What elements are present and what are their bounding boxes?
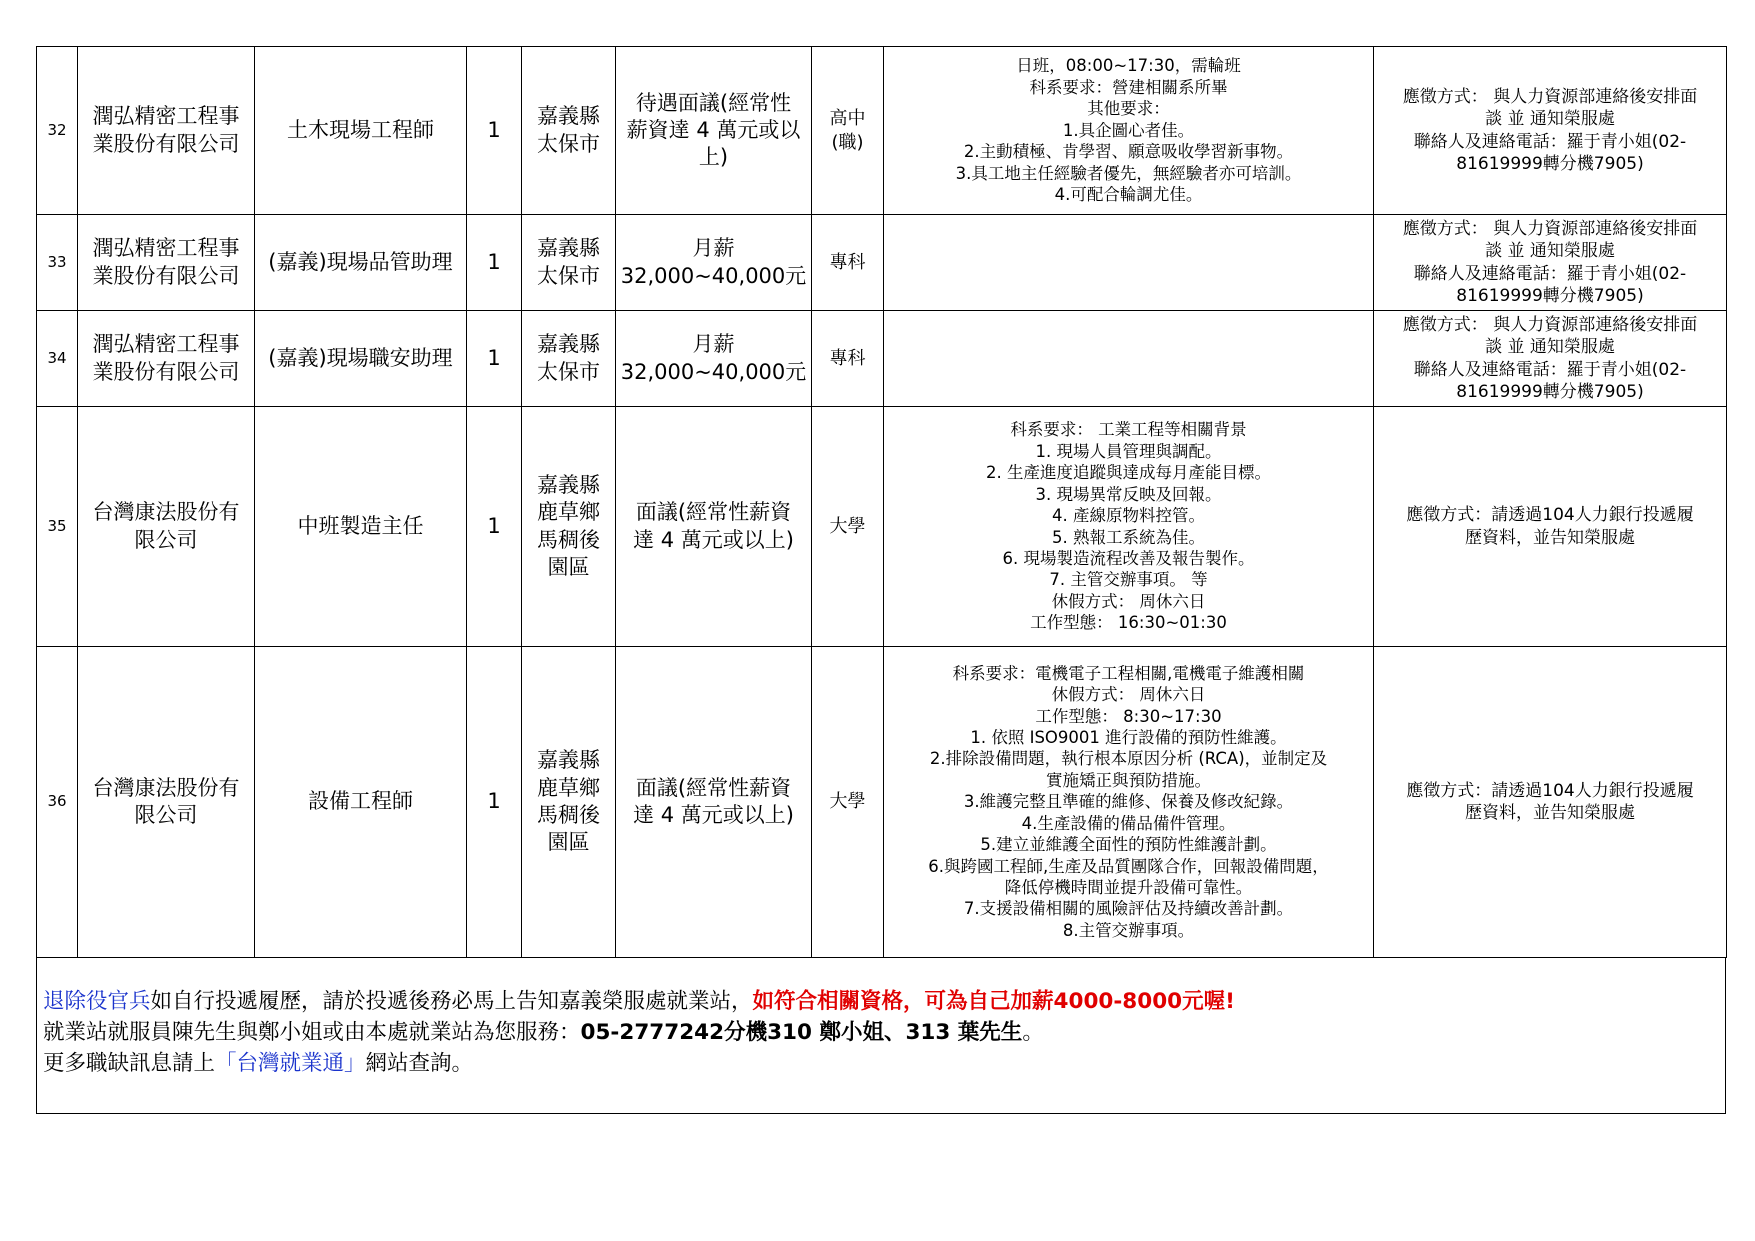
company-name-line: 業股份有限公司 (92, 263, 240, 288)
opening-count-content (467, 311, 521, 406)
contact-suffix: 。 (1022, 1020, 1044, 1045)
application-method-line: 談 並 通知榮服處 (1485, 109, 1615, 130)
company-name-line: 限公司 (134, 803, 198, 827)
application-method-line: 81619999轉分機7905) (1456, 381, 1644, 402)
education-requirement-content (812, 647, 883, 957)
application-method-content (1374, 311, 1726, 406)
job-number-cell (37, 47, 78, 215)
application-method-line: 聯絡人及連絡電話：羅于青小姐(02- (1413, 359, 1687, 380)
job-title-cell (255, 47, 467, 215)
footer-notice (36, 958, 1726, 1114)
job-description-line: 工作型態： 16:30~01:30 (1030, 613, 1227, 633)
education-requirement-line: 專科 (829, 347, 866, 369)
job-description-content (884, 311, 1373, 406)
application-method-line: 應徵方式： 與人力資源部連絡後安排面 (1402, 87, 1698, 108)
job-number: 36 (47, 792, 67, 811)
footer-line-1 (43, 986, 1725, 1017)
job-number-cell (37, 647, 78, 958)
table-row (37, 647, 1727, 958)
application-method-content (1374, 407, 1726, 646)
footer-line-2 (43, 1017, 1725, 1048)
job-number-content (37, 407, 77, 646)
education-requirement-cell (812, 407, 884, 647)
salary-line: 面議(經常性薪資 (635, 775, 792, 800)
work-location-cell (522, 47, 616, 215)
work-location-line: 太保市 (537, 131, 600, 156)
contact-prefix: 就業站就服員陳先生與鄭小姐或由本處就業站為您服務： (43, 1020, 581, 1045)
education-requirement-content (812, 407, 883, 646)
job-number-cell (37, 407, 78, 647)
job-description-line: 4.可配合輪調尤佳。 (1054, 185, 1203, 205)
company-name-content (78, 407, 254, 646)
job-description-line: 3.維護完整且準確的維修、保養及修改紀錄。 (963, 792, 1294, 812)
education-requirement-line: (職) (831, 131, 864, 153)
work-location-line: 馬稠後 (537, 527, 600, 552)
salary-cell (616, 311, 812, 407)
job-description-line: 1. 現場人員管理與調配。 (1035, 441, 1222, 461)
opening-count-cell (467, 407, 522, 647)
company-name-line: 限公司 (134, 527, 198, 552)
education-requirement-line: 專科 (829, 251, 866, 273)
job-title: (嘉義)現場職安助理 (268, 345, 453, 370)
job-title-cell (255, 647, 467, 958)
job-description-line: 7. 主管交辦事項。 等 (1049, 570, 1208, 590)
job-description-line: 2.主動積極、肯學習、願意吸收學習新事物。 (963, 142, 1294, 162)
table-row (37, 407, 1727, 647)
application-method-cell (1374, 311, 1727, 407)
application-method-line: 應徵方式：請透過104人力銀行投遞履 (1406, 505, 1694, 526)
footer-line-3 (43, 1048, 1725, 1079)
company-name-line: 潤弘精密工程事 (92, 104, 240, 129)
salary-content (616, 407, 811, 646)
application-method-cell (1374, 215, 1727, 311)
job-description-line: 5.建立並維護全面性的預防性維護計劃。 (980, 835, 1277, 855)
job-number: 35 (47, 516, 67, 535)
taiwan-jobs-link[interactable]: 「台灣就業通」 (215, 1051, 366, 1076)
salary-cell (616, 215, 812, 311)
work-location-cell (522, 407, 616, 647)
salary-line: 32,000~40,000元 (620, 359, 807, 384)
salary-cell (616, 647, 812, 958)
application-method-line: 歷資料，並告知榮服處 (1465, 527, 1635, 548)
job-listing-sheet (36, 46, 1726, 1114)
job-title-cell (255, 407, 467, 647)
opening-count: 1 (487, 789, 501, 814)
application-method-cell (1374, 647, 1727, 958)
job-description-line: 科系要求： 工業工程等相關背景 (1010, 420, 1247, 440)
job-description-line: 6.與跨國工程師,生產及品質團隊合作，回報設備問題， (928, 856, 1329, 876)
table-row (37, 47, 1727, 215)
job-description-content (884, 47, 1373, 214)
job-description-line: 7.支援設備相關的風險評估及持續改善計劃。 (963, 899, 1294, 919)
job-description-cell (884, 215, 1374, 311)
company-name-content (78, 311, 254, 406)
job-description-line: 8.主管交辦事項。 (1062, 920, 1195, 940)
work-location-cell (522, 311, 616, 407)
job-number-cell (37, 311, 78, 407)
company-name-line: 台灣康法股份有 (92, 500, 240, 525)
work-location-cell (522, 647, 616, 958)
salary-cell (616, 407, 812, 647)
salary-line: 達 4 萬元或以上) (633, 527, 794, 552)
job-description-content (884, 407, 1373, 646)
salary-content (616, 311, 811, 406)
application-method-content (1374, 215, 1726, 310)
salary-line: 月薪 (692, 236, 735, 261)
veterans-label: 退除役官兵 (43, 989, 151, 1014)
work-location-line: 嘉義縣 (537, 332, 600, 357)
job-title-cell (255, 311, 467, 407)
salary-cell (616, 47, 812, 215)
salary-line: 32,000~40,000元 (620, 263, 807, 288)
work-location-line: 嘉義縣 (537, 236, 600, 261)
job-description-line: 科系要求：營建相關系所畢 (1029, 77, 1228, 97)
work-location-content (522, 407, 615, 646)
job-description-line: 2.排除設備問題，執行根本原因分析 (RCA)，並制定及 (929, 749, 1328, 769)
application-method-content (1374, 47, 1726, 214)
job-title-content (255, 407, 466, 646)
job-description-line: 1.具企圖心者佳。 (1062, 120, 1195, 140)
job-description-line: 降低停機時間並提升設備可靠性。 (1004, 878, 1253, 898)
opening-count: 1 (487, 117, 501, 142)
application-method-line: 談 並 通知榮服處 (1485, 337, 1615, 358)
job-description-line: 4.生產設備的備品備件管理。 (1021, 813, 1236, 833)
opening-count-content (467, 407, 521, 646)
job-description-line: 實施矯正與預防措施。 (1046, 770, 1211, 790)
contact-phone: 05-2777242分機310 鄭小姐、313 葉先生 (580, 1020, 1023, 1045)
opening-count-cell (467, 311, 522, 407)
education-requirement-cell (812, 311, 884, 407)
job-description-line: 休假方式： 周休六日 (1051, 591, 1206, 611)
work-location-content (522, 215, 615, 310)
more-jobs-prefix: 更多職缺訊息請上 (43, 1051, 216, 1076)
application-method-line: 應徵方式： 與人力資源部連絡後安排面 (1402, 315, 1698, 336)
company-name-line: 業股份有限公司 (92, 131, 240, 156)
education-requirement-line: 大學 (829, 515, 866, 537)
work-location-line: 嘉義縣 (537, 472, 600, 497)
education-requirement-content (812, 311, 883, 406)
work-location-line: 太保市 (537, 359, 600, 384)
education-requirement-cell (812, 647, 884, 958)
job-description-line: 1. 依照 ISO9001 進行設備的預防性維護。 (970, 727, 1287, 747)
work-location-line: 鹿草鄉 (537, 500, 600, 525)
company-name-line: 潤弘精密工程事 (92, 332, 240, 357)
job-description-cell (884, 311, 1374, 407)
job-description-line: 2. 生產進度追蹤與達成每月產能目標。 (986, 463, 1271, 483)
opening-count-cell (467, 215, 522, 311)
job-number-content (37, 311, 77, 406)
opening-count-cell (467, 647, 522, 958)
company-name-content (78, 47, 254, 214)
job-title-content (255, 215, 466, 310)
application-method-cell (1374, 47, 1727, 215)
education-requirement-cell (812, 47, 884, 215)
job-description-content (884, 647, 1373, 957)
education-requirement-content (812, 47, 883, 214)
job-number-content (37, 47, 77, 214)
application-method-line: 81619999轉分機7905) (1456, 285, 1644, 306)
company-name-line: 業股份有限公司 (92, 359, 240, 384)
work-location-line: 馬稠後 (537, 803, 600, 827)
work-location-line: 園區 (547, 830, 590, 855)
job-description-line: 日班，08:00~17:30，需輪班 (1016, 56, 1241, 76)
job-title-content (255, 47, 466, 214)
job-title: (嘉義)現場品管助理 (268, 249, 453, 274)
salary-line: 上) (698, 145, 729, 170)
salary-content (616, 647, 811, 957)
opening-count-content (467, 647, 521, 957)
company-name-line: 台灣康法股份有 (92, 775, 240, 800)
job-number-content (37, 215, 77, 310)
job-description-line: 3.具工地主任經驗者優先，無經驗者亦可培訓。 (955, 163, 1302, 183)
salary-line: 達 4 萬元或以上) (633, 803, 794, 827)
work-location-line: 太保市 (537, 263, 600, 288)
company-name-content (78, 647, 254, 957)
job-description-cell (884, 647, 1374, 958)
application-method-content (1374, 647, 1726, 957)
job-number: 34 (47, 348, 67, 367)
company-name-line: 潤弘精密工程事 (92, 236, 240, 261)
job-number-cell (37, 215, 78, 311)
salary-line: 面議(經常性薪資 (635, 500, 792, 525)
salary-line: 薪資達 4 萬元或以 (626, 117, 801, 142)
education-requirement-cell (812, 215, 884, 311)
opening-count-cell (467, 47, 522, 215)
job-title: 土木現場工程師 (287, 117, 434, 142)
job-description-line: 4. 產線原物料控管。 (1052, 506, 1205, 526)
job-description-line: 其他要求： (1087, 99, 1170, 119)
salary-line: 月薪 (692, 332, 735, 357)
job-title: 設備工程師 (308, 789, 413, 814)
job-title-content (255, 647, 466, 957)
application-method-line: 聯絡人及連絡電話：羅于青小姐(02- (1413, 263, 1687, 284)
work-location-cell (522, 215, 616, 311)
company-name-cell (78, 215, 255, 311)
application-method-line: 應徵方式：請透過104人力銀行投遞履 (1406, 780, 1694, 801)
job-number-content (37, 647, 77, 957)
work-location-content (522, 47, 615, 214)
application-method-line: 談 並 通知榮服處 (1485, 241, 1615, 262)
salary-content (616, 215, 811, 310)
more-jobs-suffix: 網站查詢。 (365, 1051, 474, 1076)
job-title-content (255, 311, 466, 406)
work-location-content (522, 311, 615, 406)
opening-count-content (467, 215, 521, 310)
job-rows (37, 47, 1727, 958)
opening-count: 1 (487, 345, 501, 370)
job-description-cell (884, 407, 1374, 647)
salary-line: 待遇面議(經常性 (635, 90, 792, 115)
job-description-line: 休假方式： 周休六日 (1051, 685, 1206, 705)
job-description-line: 6. 現場製造流程改善及報告製作。 (1002, 548, 1255, 568)
company-name-cell (78, 647, 255, 958)
job-description-line: 工作型態： 8:30~17:30 (1035, 706, 1222, 726)
job-number: 32 (47, 120, 67, 139)
table-row (37, 311, 1727, 407)
job-description-cell (884, 47, 1374, 215)
job-description-line: 3. 現場異常反映及回報。 (1035, 484, 1222, 504)
work-location-line: 鹿草鄉 (537, 775, 600, 800)
raise-highlight: 如符合相關資格，可為自己加薪4000-8000元喔! (752, 989, 1235, 1014)
job-description-content (884, 215, 1373, 310)
application-method-line: 81619999轉分機7905) (1456, 153, 1644, 174)
application-method-line: 歷資料，並告知榮服處 (1465, 803, 1635, 823)
job-description-line: 5. 熟報工系統為佳。 (1052, 527, 1205, 547)
job-title: 中班製造主任 (297, 513, 424, 538)
company-name-cell (78, 407, 255, 647)
job-title-cell (255, 215, 467, 311)
company-name-cell (78, 47, 255, 215)
job-table (36, 46, 1727, 958)
salary-content (616, 47, 811, 214)
job-description-line: 科系要求：電機電子工程相關,電機電子維護相關 (952, 663, 1305, 683)
application-method-line: 聯絡人及連絡電話：羅于青小姐(02- (1413, 131, 1687, 152)
table-row (37, 215, 1727, 311)
education-requirement-line: 高中 (829, 108, 866, 130)
education-requirement-content (812, 215, 883, 310)
company-name-cell (78, 311, 255, 407)
work-location-content (522, 647, 615, 957)
opening-count: 1 (487, 249, 501, 274)
education-requirement-line: 大學 (829, 791, 866, 813)
company-name-content (78, 215, 254, 310)
work-location-line: 園區 (547, 554, 590, 579)
footer-notice-text: 如自行投遞履歷，請於投遞後務必馬上告知嘉義榮服處就業站， (150, 989, 753, 1014)
application-method-cell (1374, 407, 1727, 647)
opening-count: 1 (487, 513, 501, 538)
job-number: 33 (47, 252, 67, 271)
application-method-line: 應徵方式： 與人力資源部連絡後安排面 (1402, 219, 1698, 240)
work-location-line: 嘉義縣 (537, 104, 600, 129)
work-location-line: 嘉義縣 (537, 748, 600, 773)
opening-count-content (467, 47, 521, 214)
